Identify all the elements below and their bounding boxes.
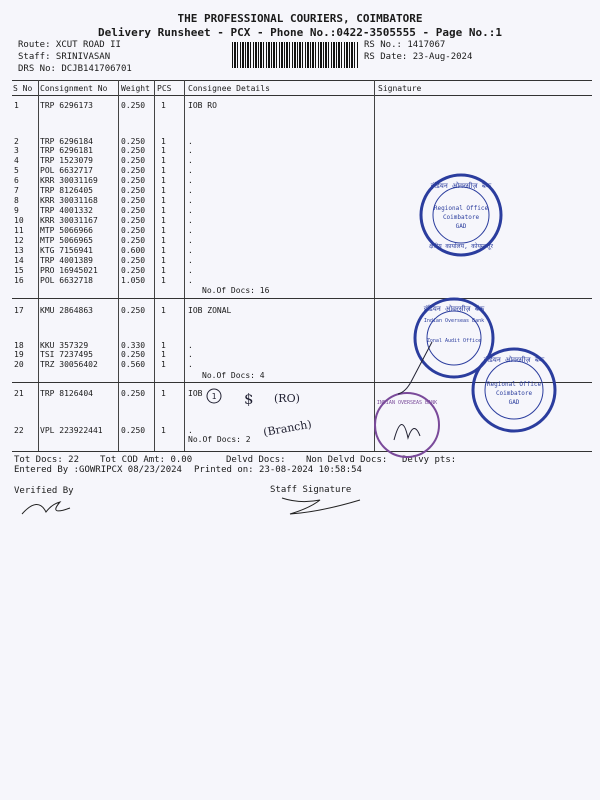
col-consignment: Consignment No bbox=[40, 84, 108, 93]
table-top-rule bbox=[12, 80, 592, 81]
row-sno: 10 bbox=[14, 216, 24, 225]
row-sno: 17 bbox=[14, 306, 24, 315]
tot-docs: Tot Docs: 22 bbox=[14, 455, 80, 465]
row-sno: 6 bbox=[14, 176, 19, 185]
regional-office-stamp-1 bbox=[418, 172, 504, 258]
group-docs-2: No.Of Docs: 4 bbox=[202, 371, 265, 380]
barcode bbox=[232, 42, 358, 68]
group-docs-1: No.Of Docs: 16 bbox=[202, 286, 270, 295]
row-sno: 5 bbox=[14, 166, 19, 175]
svg-text:इंडियन ओवरसीज़ बैंक: इंडियन ओवरसीज़ बैंक bbox=[430, 182, 492, 190]
row-pcs: 1 bbox=[161, 389, 166, 398]
row-cons: TSI 7237495 bbox=[40, 350, 93, 359]
row-cons: TRP 4001332 bbox=[40, 206, 93, 215]
row-wt: 0.250 bbox=[121, 426, 146, 435]
row-det: . bbox=[188, 256, 193, 265]
row-pcs: 1 bbox=[161, 236, 166, 245]
svg-text:Coimbatore: Coimbatore bbox=[495, 390, 533, 397]
row-wt: 0.250 bbox=[121, 176, 146, 185]
company-name: THE PROFESSIONAL COURIERS, COIMBATORE bbox=[177, 12, 423, 25]
row-wt: 0.250 bbox=[121, 196, 146, 205]
row-det: . bbox=[188, 341, 193, 350]
row-det: . bbox=[188, 206, 193, 215]
rs-number: RS No.: 1417067 bbox=[364, 40, 446, 50]
row-pcs: 1 bbox=[161, 176, 166, 185]
row-det: . bbox=[188, 156, 193, 165]
staff-signature-scribble bbox=[280, 494, 370, 520]
row-sno: 4 bbox=[14, 156, 19, 165]
row-det: IOB ZONAL bbox=[188, 306, 232, 315]
row-pcs: 1 bbox=[161, 226, 166, 235]
row-wt: 0.250 bbox=[121, 266, 146, 275]
row-wt: 0.250 bbox=[121, 101, 146, 110]
row-wt: 0.250 bbox=[121, 216, 146, 225]
row-det: . bbox=[188, 276, 193, 285]
row-det: . bbox=[188, 166, 193, 175]
row-det: . bbox=[188, 226, 193, 235]
drs-number: DRS No: DCJB141706701 bbox=[18, 64, 132, 74]
row-cons: POL 6632718 bbox=[40, 276, 93, 285]
row-wt: 0.250 bbox=[121, 306, 146, 315]
row-cons: TRP 6296184 bbox=[40, 137, 93, 146]
row-cons: KMU 2864863 bbox=[40, 306, 93, 315]
row-cons: KKU 357329 bbox=[40, 341, 89, 350]
row-pcs: 1 bbox=[161, 266, 166, 275]
rs-date: RS Date: 23-Aug-2024 bbox=[364, 52, 473, 62]
row-det: . bbox=[188, 246, 193, 255]
row-det: . bbox=[188, 236, 193, 245]
row-sno: 9 bbox=[14, 206, 19, 215]
row-det: . bbox=[188, 216, 193, 225]
row-pcs: 1 bbox=[161, 426, 166, 435]
row-wt: 0.250 bbox=[121, 146, 146, 155]
svg-text:Coimbatore: Coimbatore bbox=[442, 214, 480, 221]
runsheet-subtitle: Delivery Runsheet - PCX - Phone No.:0422-3505555 - Page No.:1 bbox=[98, 26, 502, 39]
row-det: . bbox=[188, 176, 193, 185]
handwritten-notes bbox=[204, 382, 354, 450]
row-pcs: 1 bbox=[161, 206, 166, 215]
row-sno: 18 bbox=[14, 341, 24, 350]
col-signature: Signature bbox=[378, 84, 422, 93]
row-cons: TRZ 30056402 bbox=[40, 360, 98, 369]
printed-on: Printed on: 23-08-2024 10:58:54 bbox=[194, 465, 362, 475]
non-delvd-docs: Non Delvd Docs: bbox=[306, 455, 388, 465]
row-wt: 0.250 bbox=[121, 236, 146, 245]
col-sno: S No bbox=[13, 84, 33, 93]
row-wt: 0.600 bbox=[121, 246, 146, 255]
row-sno: 7 bbox=[14, 186, 19, 195]
svg-text:(Branch): (Branch) bbox=[262, 417, 313, 439]
svg-text:क्षेत्रीय कार्यालय, कोयम्बत्तू: क्षेत्रीय कार्यालय, कोयम्बत्तूर bbox=[429, 243, 493, 250]
row-cons: MTP 5066965 bbox=[40, 236, 93, 245]
svg-text:GAD: GAD bbox=[455, 223, 467, 230]
svg-text:Zonal Audit Office: Zonal Audit Office bbox=[426, 338, 482, 344]
row-det: . bbox=[188, 146, 193, 155]
row-wt: 0.250 bbox=[121, 166, 146, 175]
row-pcs: 1 bbox=[161, 137, 166, 146]
row-det: . bbox=[188, 426, 193, 435]
row-wt: 0.330 bbox=[121, 341, 146, 350]
delvy-pts: Delvy pts: bbox=[402, 455, 457, 465]
header-rule bbox=[12, 95, 592, 96]
svg-text:GAD: GAD bbox=[508, 399, 520, 406]
svg-text:इंडियन ओवरसीज़ बैंक: इंडियन ओवरसीज़ बैंक bbox=[483, 356, 545, 364]
svg-text:Regional Office: Regional Office bbox=[486, 381, 542, 388]
row-wt: 0.250 bbox=[121, 206, 146, 215]
row-cons: TRP 6296173 bbox=[40, 101, 93, 110]
row-cons: TRP 4001389 bbox=[40, 256, 93, 265]
row-sno: 1 bbox=[14, 101, 19, 110]
row-pcs: 1 bbox=[161, 246, 166, 255]
row-sno: 3 bbox=[14, 146, 19, 155]
row-sno: 22 bbox=[14, 426, 24, 435]
row-pcs: 1 bbox=[161, 166, 166, 175]
group-docs-3: No.Of Docs: 2 bbox=[188, 435, 251, 444]
tot-cod: Tot COD Amt: 0.00 bbox=[100, 455, 193, 465]
row-cons: VPL 223922441 bbox=[40, 426, 103, 435]
row-det: . bbox=[188, 360, 193, 369]
row-det: . bbox=[188, 196, 193, 205]
pen-stroke bbox=[392, 340, 442, 400]
row-det: . bbox=[188, 137, 193, 146]
row-wt: 0.250 bbox=[121, 389, 146, 398]
row-wt: 0.250 bbox=[121, 186, 146, 195]
row-wt: 1.050 bbox=[121, 276, 146, 285]
row-cons: KRR 30031168 bbox=[40, 196, 98, 205]
row-pcs: 1 bbox=[161, 306, 166, 315]
verified-signature bbox=[20, 494, 100, 520]
svg-text:इंडियन ओवरसीज़ बैंक: इंडियन ओवरसीज़ बैंक bbox=[423, 305, 485, 313]
row-det: . bbox=[188, 350, 193, 359]
row-sno: 12 bbox=[14, 236, 24, 245]
row-cons: POL 6632717 bbox=[40, 166, 93, 175]
row-wt: 0.250 bbox=[121, 256, 146, 265]
svg-text:$: $ bbox=[244, 390, 254, 408]
row-cons: TRP 6296181 bbox=[40, 146, 93, 155]
verified-by: Verified By bbox=[14, 486, 74, 496]
row-sno: 16 bbox=[14, 276, 24, 285]
row-pcs: 1 bbox=[161, 101, 166, 110]
row-sno: 8 bbox=[14, 196, 19, 205]
row-sno: 15 bbox=[14, 266, 24, 275]
svg-text:1: 1 bbox=[211, 392, 217, 401]
svg-text:(RO): (RO) bbox=[274, 392, 300, 405]
row-pcs: 1 bbox=[161, 276, 166, 285]
row-cons: KTG 7156941 bbox=[40, 246, 93, 255]
entered-by: Entered By :GOWRIPCX 08/23/2024 bbox=[14, 465, 182, 475]
row-pcs: 1 bbox=[161, 360, 166, 369]
row-sno: 2 bbox=[14, 137, 19, 146]
row-wt: 0.560 bbox=[121, 360, 146, 369]
col-consignee: Consignee Details bbox=[188, 84, 270, 93]
row-pcs: 1 bbox=[161, 256, 166, 265]
row-sno: 19 bbox=[14, 350, 24, 359]
staff-signature-label: Staff Signature bbox=[270, 485, 352, 495]
col-weight: Weight bbox=[121, 84, 150, 93]
row-cons: TRP 8126404 bbox=[40, 389, 93, 398]
row-sno: 11 bbox=[14, 226, 24, 235]
delvd-docs: Delvd Docs: bbox=[226, 455, 286, 465]
row-sno: 14 bbox=[14, 256, 24, 265]
staff: Staff: SRINIVASAN bbox=[18, 52, 111, 62]
svg-text:Indian Overseas Bank: Indian Overseas Bank bbox=[423, 318, 485, 324]
regional-office-stamp-2 bbox=[470, 346, 558, 434]
row-wt: 0.250 bbox=[121, 226, 146, 235]
row-cons: KRR 30031167 bbox=[40, 216, 98, 225]
row-wt: 0.250 bbox=[121, 137, 146, 146]
row-wt: 0.250 bbox=[121, 350, 146, 359]
row-det: IOB bbox=[188, 389, 203, 398]
row-cons: MTP 5066966 bbox=[40, 226, 93, 235]
row-det: IOB RO bbox=[188, 101, 217, 110]
row-cons: TRP 8126405 bbox=[40, 186, 93, 195]
row-cons: PRO 16945021 bbox=[40, 266, 98, 275]
row-pcs: 1 bbox=[161, 216, 166, 225]
col-pcs: PCS bbox=[157, 84, 172, 93]
row-cons: TRP 1523079 bbox=[40, 156, 93, 165]
svg-text:INDIAN OVERSEAS BANK: INDIAN OVERSEAS BANK bbox=[376, 400, 438, 406]
row-pcs: 1 bbox=[161, 341, 166, 350]
row-pcs: 1 bbox=[161, 350, 166, 359]
svg-text:Regional Office: Regional Office bbox=[433, 205, 489, 212]
row-wt: 0.250 bbox=[121, 156, 146, 165]
row-sno: 20 bbox=[14, 360, 24, 369]
row-pcs: 1 bbox=[161, 186, 166, 195]
row-cons: KRR 30031169 bbox=[40, 176, 98, 185]
row-pcs: 1 bbox=[161, 146, 166, 155]
row-pcs: 1 bbox=[161, 196, 166, 205]
row-sno: 13 bbox=[14, 246, 24, 255]
row-det: . bbox=[188, 186, 193, 195]
row-det: . bbox=[188, 266, 193, 275]
row-sno: 21 bbox=[14, 389, 24, 398]
route: Route: XCUT ROAD II bbox=[18, 40, 121, 50]
row-pcs: 1 bbox=[161, 156, 166, 165]
oval-bank-stamp bbox=[372, 390, 442, 460]
